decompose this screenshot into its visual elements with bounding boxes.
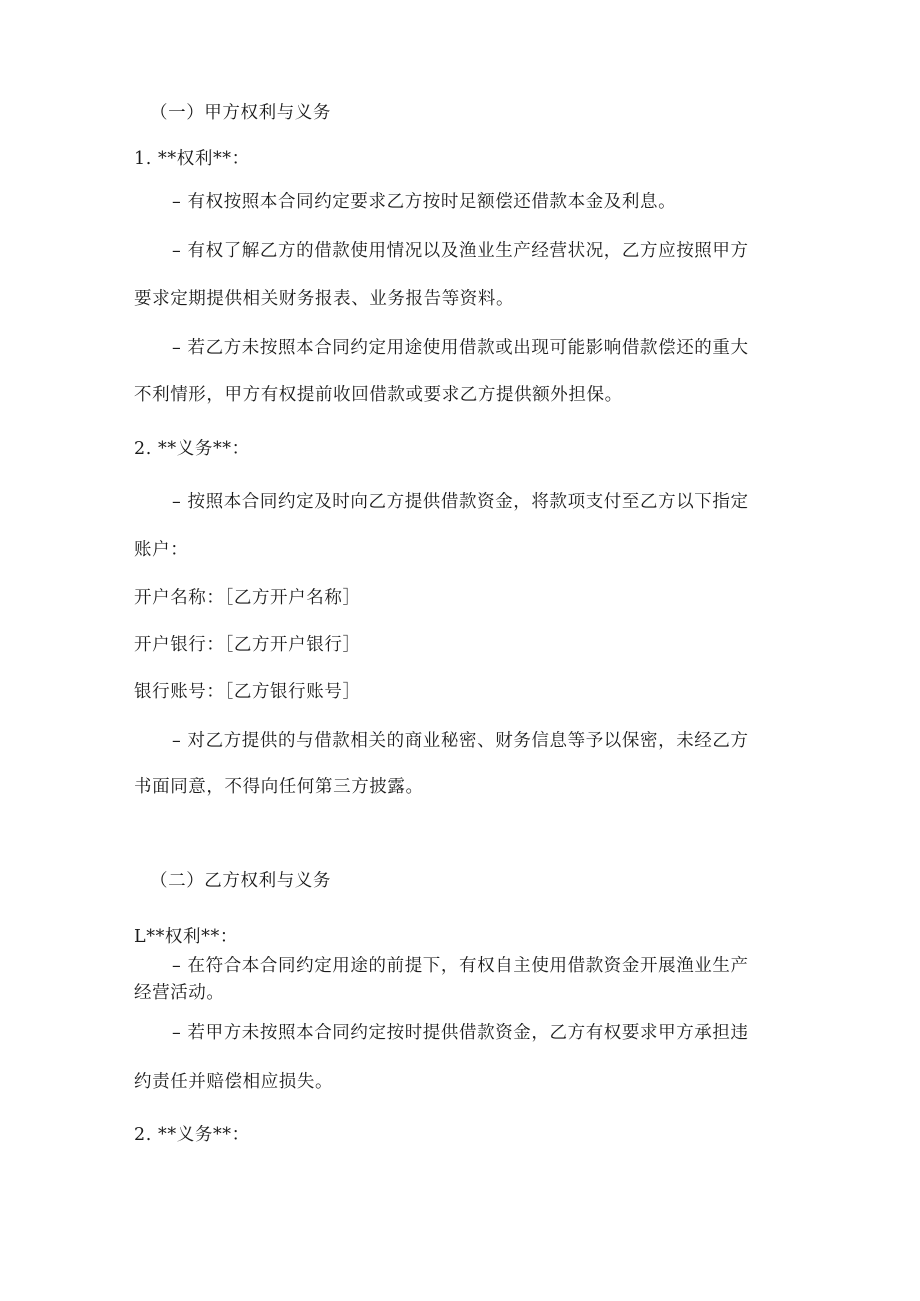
section1-duties-label: 2. **义务**： <box>134 439 250 459</box>
account-bank-line: 开户银行：［乙方开户银行］ <box>134 635 361 655</box>
section2-rights-label: L**权利**： <box>134 927 238 947</box>
section2-rights-item2-line1: – 若甲方未按照本合同约定按时提供借款资金，乙方有权要求甲方承担违 <box>172 1023 749 1043</box>
section2-rights-item1-line2: 经营活动。 <box>134 983 225 1003</box>
section1-rights-item3-line2: 不利情形，甲方有权提前收回借款或要求乙方提供额外担保。 <box>134 385 623 405</box>
section2-heading: （二）乙方权利与义务 <box>150 871 331 891</box>
section2-duties-label: 2. **义务**： <box>134 1125 250 1145</box>
section1-heading: （一）甲方权利与义务 <box>150 103 331 123</box>
section2-rights-item1-line1: – 在符合本合同约定用途的前提下，有权自主使用借款资金开展渔业生产 <box>172 956 749 976</box>
section1-rights-item3-line1: – 若乙方未按照本合同约定用途使用借款或出现可能影响借款偿还的重大 <box>172 338 749 358</box>
section2-rights-item2-line2: 约责任并赔偿相应损失。 <box>134 1072 334 1092</box>
section1-rights-label: 1. **权利**： <box>134 149 250 169</box>
account-name-line: 开户名称：［乙方开户名称］ <box>134 588 361 608</box>
section1-duties-item1-line2: 账户： <box>134 540 189 560</box>
section1-rights-item2-line1: – 有权了解乙方的借款使用情况以及渔业生产经营状况，乙方应按照甲方 <box>172 241 749 261</box>
account-number-line: 银行账号：［乙方银行账号］ <box>134 682 361 702</box>
section1-duties-item2-line1: – 对乙方提供的与借款相关的商业秘密、财务信息等予以保密，未经乙方 <box>172 731 749 751</box>
section1-duties-item1-line1: – 按照本合同约定及时向乙方提供借款资金，将款项支付至乙方以下指定 <box>172 492 749 512</box>
section1-rights-item1: – 有权按照本合同约定要求乙方按时足额偿还借款本金及利息。 <box>172 192 677 212</box>
section1-rights-item2-line2: 要求定期提供相关财务报表、业务报告等资料。 <box>134 289 515 309</box>
section1-duties-item2-line2: 书面同意，不得向任何第三方披露。 <box>134 777 424 797</box>
